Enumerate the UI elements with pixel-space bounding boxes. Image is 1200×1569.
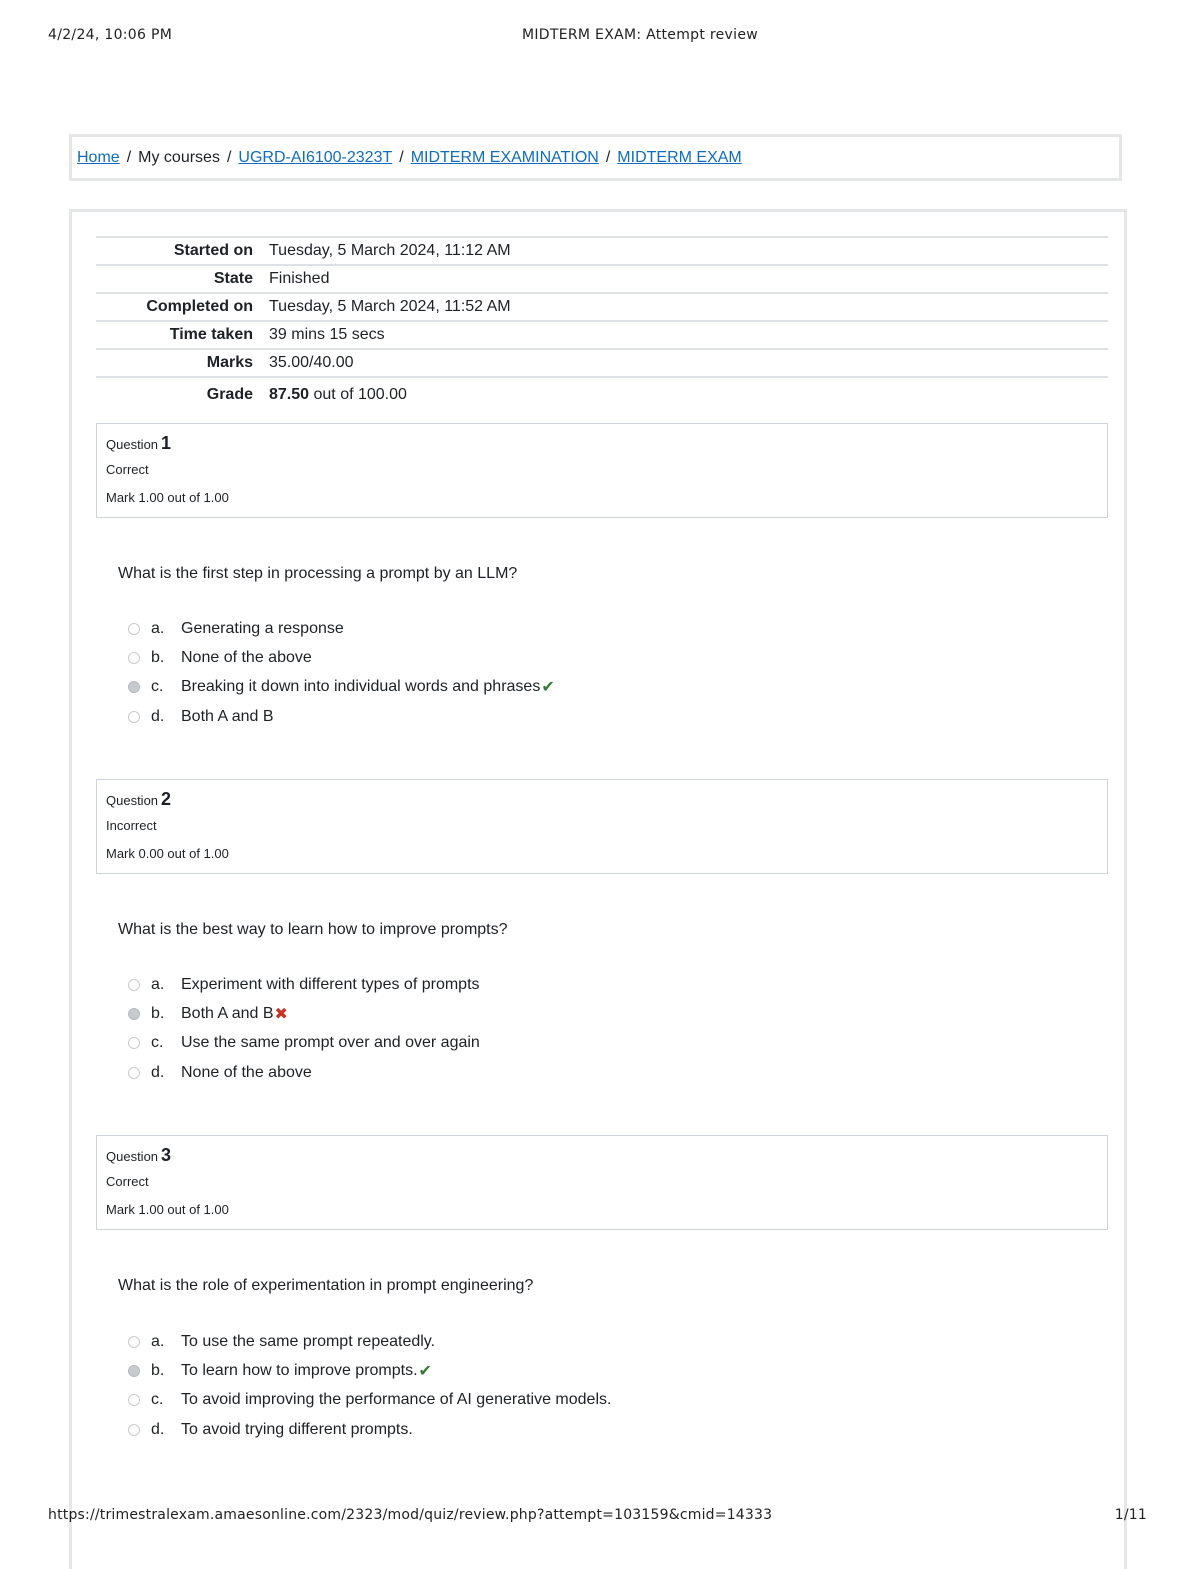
question-label: Question — [106, 793, 159, 808]
breadcrumb-course-link[interactable]: UGRD-AI6100-2323T — [238, 149, 393, 166]
print-footer — [48, 1507, 1147, 1527]
answer-option[interactable] — [128, 1029, 480, 1058]
summary-row-state — [96, 265, 1108, 293]
question-info-2 — [96, 779, 1108, 874]
answer-option-selected[interactable] — [128, 673, 555, 702]
answer-option[interactable] — [128, 1327, 611, 1356]
summary-row-started — [96, 237, 1108, 265]
grade-label: Grade — [206, 386, 253, 403]
check-icon: ✔ — [541, 679, 555, 697]
answer-option[interactable] — [128, 1415, 611, 1444]
answer-text: None of the above — [181, 1063, 312, 1081]
answer-option-selected[interactable] — [128, 1356, 611, 1385]
question-label: Question — [106, 437, 159, 452]
question-grade: Mark 1.00 out of 1.00 — [106, 1202, 229, 1217]
answer-option[interactable] — [128, 1386, 611, 1415]
question-state: Incorrect — [106, 818, 157, 833]
radio-button[interactable] — [128, 1037, 140, 1049]
cross-icon: ✖ — [274, 1005, 288, 1023]
answer-list-1 — [128, 614, 555, 731]
answer-text: To avoid improving the performance of AI generative models. — [181, 1391, 612, 1409]
check-icon: ✔ — [418, 1362, 432, 1380]
question-number-value: 2 — [161, 789, 172, 809]
question-info-3 — [96, 1135, 1108, 1230]
question-label: Question — [106, 1149, 159, 1164]
answer-option[interactable] — [128, 970, 480, 999]
grade-value-cell — [269, 377, 1108, 410]
breadcrumb-separator: / — [126, 149, 132, 166]
print-url: https://trimestralexam.amaesonline.com/2323/mod/quiz/review.php?attempt=103159&cmid=14333 — [48, 1507, 773, 1523]
breadcrumb-separator: / — [226, 149, 232, 166]
question-grade: Mark 1.00 out of 1.00 — [106, 490, 229, 505]
question-text-2: What is the best way to learn how to improve prompts? — [118, 921, 508, 938]
answer-list-3 — [128, 1327, 611, 1444]
radio-button[interactable] — [128, 1067, 140, 1079]
breadcrumb-quiz-link[interactable]: MIDTERM EXAM — [617, 149, 742, 166]
answer-text: To avoid trying different prompts. — [181, 1420, 413, 1438]
question-text-3: What is the role of experimentation in prompt engineering? — [118, 1277, 534, 1294]
answer-letter: c. — [151, 678, 164, 696]
time-taken-label: Time taken — [169, 326, 253, 343]
print-header — [48, 27, 1152, 47]
answer-letter: b. — [151, 648, 165, 666]
radio-button[interactable] — [128, 711, 140, 723]
completed-on-value: Tuesday, 5 March 2024, 11:52 AM — [269, 298, 511, 315]
breadcrumb-separator: / — [605, 149, 611, 166]
answer-option[interactable] — [128, 702, 555, 731]
question-number-value: 3 — [161, 1145, 172, 1165]
started-on-label: Started on — [173, 242, 253, 259]
attempt-summary-table — [96, 236, 1108, 410]
marks-value: 35.00/40.00 — [269, 354, 354, 371]
radio-button[interactable] — [128, 1424, 140, 1436]
time-taken-value: 39 mins 15 secs — [269, 326, 385, 343]
answer-letter: c. — [151, 1391, 164, 1409]
answer-text: Use the same prompt over and over again — [181, 1034, 480, 1052]
answer-letter: d. — [151, 707, 165, 725]
summary-row-time-taken — [96, 321, 1108, 349]
question-number-value: 1 — [161, 433, 172, 453]
answer-letter: b. — [151, 1361, 165, 1379]
answer-option[interactable] — [128, 643, 555, 672]
answer-letter: a. — [151, 975, 165, 993]
answer-letter: d. — [151, 1063, 165, 1081]
print-title: MIDTERM EXAM: Attempt review — [522, 27, 758, 43]
answer-text: To learn how to improve prompts. — [181, 1361, 418, 1379]
completed-on-label: Completed on — [146, 298, 253, 315]
summary-row-marks — [96, 349, 1108, 377]
marks-label: Marks — [206, 354, 253, 371]
answer-letter: d. — [151, 1420, 165, 1438]
answer-option[interactable] — [128, 1058, 480, 1087]
radio-button[interactable] — [128, 1336, 140, 1348]
question-info-1 — [96, 423, 1108, 518]
question-number — [106, 789, 171, 810]
answer-text: Breaking it down into individual words and phrases — [181, 678, 541, 696]
attempt-review-card — [69, 209, 1127, 1569]
question-number — [106, 433, 171, 454]
summary-row-completed — [96, 293, 1108, 321]
radio-button[interactable] — [128, 623, 140, 635]
state-label: State — [213, 270, 253, 287]
print-page-number: 1/11 — [1114, 1507, 1147, 1523]
print-date: 4/2/24, 10:06 PM — [48, 27, 173, 43]
grade-value: 87.50 — [269, 386, 310, 403]
summary-row-grade — [96, 377, 1108, 410]
breadcrumb — [77, 149, 742, 167]
answer-letter: c. — [151, 1034, 164, 1052]
question-grade: Mark 0.00 out of 1.00 — [106, 846, 229, 861]
radio-button-checked[interactable] — [128, 681, 140, 693]
answer-text: Experiment with different types of prompts — [181, 975, 480, 993]
radio-button[interactable] — [128, 1394, 140, 1406]
question-text-1: What is the first step in processing a prompt by an LLM? — [118, 565, 518, 582]
breadcrumb-home-link[interactable]: Home — [77, 149, 120, 166]
answer-text: Both A and B — [181, 1004, 274, 1022]
breadcrumb-my-courses: My courses — [138, 149, 220, 166]
answer-letter: a. — [151, 619, 165, 637]
question-number — [106, 1145, 171, 1166]
answer-letter: a. — [151, 1332, 165, 1350]
radio-button-checked[interactable] — [128, 1365, 140, 1377]
question-state: Correct — [106, 462, 149, 477]
answer-text: Both A and B — [181, 707, 274, 725]
answer-option[interactable] — [128, 614, 555, 643]
breadcrumb-section-link[interactable]: MIDTERM EXAMINATION — [410, 149, 599, 166]
answer-option-selected[interactable] — [128, 999, 480, 1028]
radio-button-checked[interactable] — [128, 1008, 140, 1020]
grade-suffix: out of 100.00 — [313, 386, 407, 403]
radio-button[interactable] — [128, 979, 140, 991]
breadcrumb-separator: / — [399, 149, 404, 166]
answer-letter: b. — [151, 1004, 165, 1022]
radio-button[interactable] — [128, 652, 140, 664]
question-state: Correct — [106, 1174, 149, 1189]
started-on-value: Tuesday, 5 March 2024, 11:12 AM — [269, 242, 511, 259]
answer-list-2 — [128, 970, 480, 1087]
answer-text: None of the above — [181, 648, 312, 666]
breadcrumb-container — [69, 134, 1122, 181]
state-value: Finished — [269, 270, 330, 287]
answer-text: To use the same prompt repeatedly. — [181, 1332, 436, 1350]
answer-text: Generating a response — [181, 619, 344, 637]
